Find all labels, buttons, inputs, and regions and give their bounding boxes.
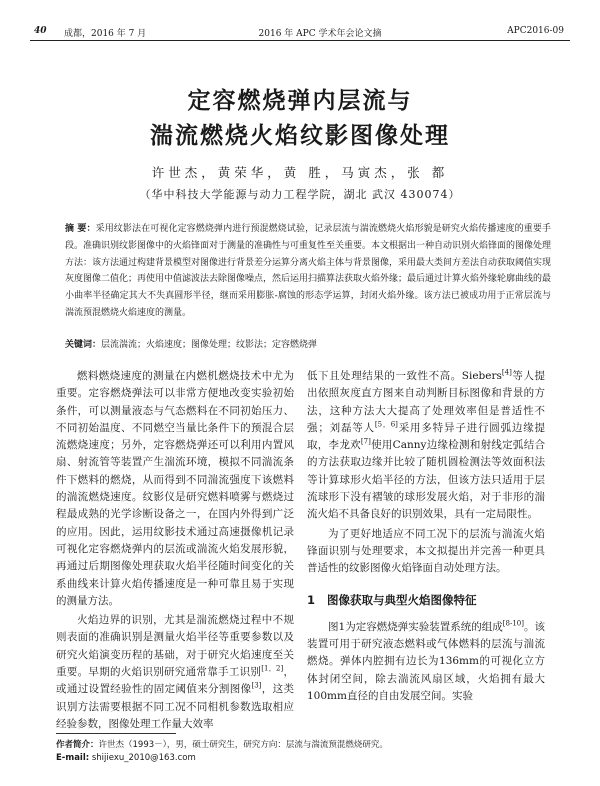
header-conference: 2016 年 APC 学术年会论文摘 xyxy=(258,29,382,39)
section-number: 1 xyxy=(307,592,316,607)
citation-ref: [4] xyxy=(501,368,512,377)
footnote xyxy=(56,739,556,765)
citation-ref: [5，6] xyxy=(374,420,398,429)
footnote-author-label: 作者简介： xyxy=(56,740,99,750)
keywords-label: 关键词： xyxy=(65,340,102,350)
paragraph-intro: 燃料燃烧速度的测量在内燃机燃烧技术中尤为重要。定容燃烧弹法可以非常方便地改变实验初始条件，可以测量液态与气态燃料在不同初始压力、不同初始温度、不同燃空当量比条件下的预混合层流燃烧速度；另外，定容燃烧弹还可以利用内置风扇、射流管等装置产生湍流环境，模拟不同湍流条件下燃料的燃烧，从而得到不同湍流强度下该燃料的湍流燃烧速度。纹影仪是研究燃料喷雾与燃烧过程最成熟的光学诊断设备之一，在国内外得到广泛的应用。因此，运用纹影技术通过高速摄像机记录可视化定容燃烧弹内的层流或湍流火焰发展形貌，再通过后期图像处理获取火焰半径随时间变化的关系曲线来计算火焰传播速度是一种可靠且易于实现的测量方法。 xyxy=(56,370,294,607)
text-span: 火焰边界的识别，尤其是湍流燃烧过程中不规则表面的准确识别是测量火焰半径等重要参数以及研究火焰演变历程的基础，对于研究火焰速度至关重要。早期的火焰识别研究通常靠手工识别 xyxy=(56,614,294,679)
body-column-right xyxy=(307,368,545,705)
abstract xyxy=(65,221,551,322)
affiliation: （华中科技大学能源与动力工程学院，湖北 武汉 430074） xyxy=(139,188,461,201)
keywords-text: 层流湍流；火焰速度；图像处理；纹影法；定容燃烧弹 xyxy=(101,340,318,350)
footnote-email xyxy=(56,752,556,765)
paragraph-flame-boundary xyxy=(56,612,294,733)
footnote-divider xyxy=(56,733,176,734)
text-span: 等人提出依照灰度直方图来自动判断目标图像和背景的方法，这种方法大大提高了处理效率但是普适性不强；刘磊等人 xyxy=(307,370,545,434)
text-span: 低下且处理结果的一致性不高。Siebers xyxy=(307,370,502,382)
paper-title-line-1: 定容燃烧弹内层流与 xyxy=(187,88,413,114)
text-span: 图1为定容燃烧弹实验装置系统的组成 xyxy=(328,620,503,633)
citation-ref: [3] xyxy=(251,681,262,690)
header-paper-code: APC2016-09 xyxy=(507,26,564,36)
keywords xyxy=(65,337,551,350)
footnote-author-text: 许世杰（1993－），男，硕士研究生，研究方向：层流与湍流预混燃烧研究。 xyxy=(98,740,388,750)
running-header xyxy=(30,26,570,41)
paragraph-purpose: 为了更好地适应不同工况下的层流与湍流火焰锋面识别与处理要求，本文拟提出并完善一种更具普适性的纹影图像火焰锋面自动处理方法。 xyxy=(307,527,545,575)
section-title: 图像获取与典型火焰图像特征 xyxy=(327,592,477,607)
citation-ref: [7] xyxy=(360,437,371,446)
paper-title-line-2: 湍流燃烧火焰纹影图像处理 xyxy=(150,123,450,149)
footnote-email-address: shijiexu_2010@163.com xyxy=(91,753,196,763)
header-page-number: 40 xyxy=(34,26,47,36)
abstract-label: 摘 要： xyxy=(65,224,96,234)
author-list: 许世杰，黄荣华，黄 胜，马寅杰，张 都 xyxy=(151,165,449,180)
header-issue: 成都，2016 年 7 月 xyxy=(64,29,147,39)
text-span: 使用Canny边缘检测和射线定弧结合的方法获取边缘并比较了随机圆检测法等效面积法等计算球形火焰半径的方法，但该方法只适用于层流球形下没有褶皱的球形发展火焰，对于非形的湍流火焰不具备良好的识别效果，具有一定局限性。 xyxy=(307,439,545,521)
text-span: 。该装置可用于研究液态燃料或气体燃料的层流与湍流燃烧。弹体内腔拥有边长为136mm的可视化立方体封闭空间，除去湍流风扇区域，火焰拥有最大100mm直径的自由发展空间。实验 xyxy=(307,620,545,703)
citation-ref: [1，2] xyxy=(261,664,284,673)
body-column-left xyxy=(56,368,294,733)
paragraph-apparatus xyxy=(307,619,545,705)
text-span: 采用多特异子进行圆弧边缘提取，李龙欢 xyxy=(307,421,546,452)
citation-ref: [8-10] xyxy=(502,619,524,628)
text-span: ，这类识别方法需要根据不同工况不同相机参数选取相应经验参数，图像处理工作量大效率 xyxy=(56,683,295,730)
section-heading xyxy=(307,592,545,609)
abstract-text: 采用纹影法在可视化定容燃烧弹内进行预混燃烧试验，记录层流与湍流燃烧火焰形貌是研究火焰传播速度的重要手段。准确识别纹影图像中的火焰锋面对于测量的准确性与可重复性至关重要。本文根据出一种自动识别火焰锋面的图像处理方法：该方法通过构建背景模型对图像进行背景差分运算分离火焰主体与背景图像，采用最大类间方差法自动获取阈值实现灰度图像二值化；再使用中值滤波法去除图像噪点，然后运用扫描算法获取火焰外缘；最后通过计算火焰外缘轮廓曲线的最小曲率半径确定其大不失真圆形半径，继而采用膨胀-腐蚀的形态学运算，封闭火焰外缘。该方法已被成功用于正常层流与湍流预混燃烧火焰速度的测量。 xyxy=(65,224,552,318)
footnote-author xyxy=(56,739,556,752)
paragraph-continued xyxy=(307,368,545,524)
footnote-email-label: E-mail: xyxy=(56,753,90,763)
text-span: ，或通过设置经验性的固定阈值来分割图像 xyxy=(56,666,295,696)
